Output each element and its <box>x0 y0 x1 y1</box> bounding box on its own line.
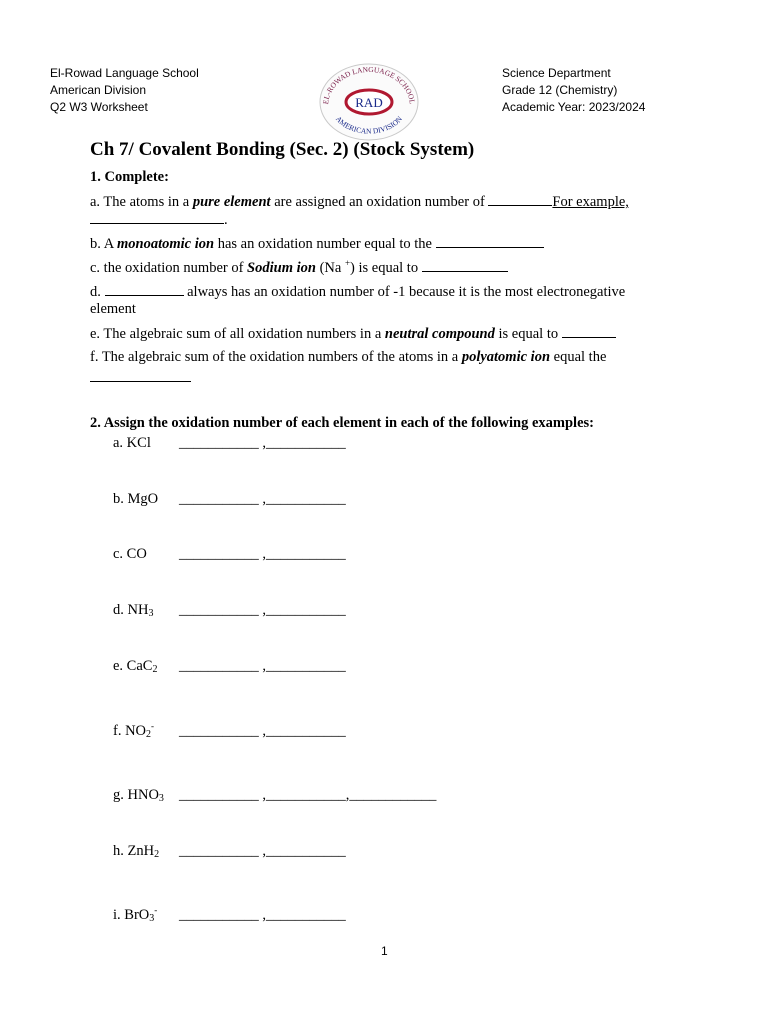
school-name: El-Rowad Language School <box>50 66 199 80</box>
division-name: American Division <box>50 83 147 97</box>
blank-1e[interactable] <box>562 324 616 338</box>
answer-blank-1[interactable]: ___________ <box>179 546 259 562</box>
answer-blank-1[interactable]: ___________ <box>179 658 259 674</box>
section2-heading: 2. Assign the oxidation number of each element in each of the following examples: <box>90 415 594 431</box>
answer-blank-3[interactable]: ____________ <box>349 787 437 803</box>
answer-separator: , <box>258 435 266 451</box>
question-1c: c. the oxidation number of Sodium ion (Na +) is equal to <box>90 258 508 277</box>
answer-blank-1[interactable]: ___________ <box>179 787 259 803</box>
question-1f-blank-line <box>90 368 191 387</box>
example-row <box>113 545 346 563</box>
question-1f: f. The algebraic sum of the oxidation numbers of the atoms in a polyatomic ion equal the <box>90 349 607 365</box>
example-formula: g. $HNO_3$ <box>113 787 164 804</box>
answer-separator: , <box>258 491 266 507</box>
worksheet-name: Q2 W3 Worksheet <box>50 100 148 114</box>
question-1b: b. A monoatomic ion has an oxidation number equal to the <box>90 234 544 253</box>
answer-blank-1[interactable]: ___________ <box>179 907 259 923</box>
answer-blank-2[interactable]: ___________ <box>266 435 346 451</box>
section1-heading: 1. Complete: <box>90 169 169 185</box>
example-formula: c. CO <box>113 546 147 562</box>
question-1d-wrap: element <box>90 301 136 317</box>
answer-separator: , <box>345 787 350 803</box>
example-row <box>113 657 346 675</box>
example-formula: b. MgO <box>113 491 159 507</box>
example-formula: e. CaC$_2$ <box>113 658 158 675</box>
example-formula: d. $NH_3$ <box>113 602 154 619</box>
blank-1d[interactable] <box>105 282 184 296</box>
answer-blank-2[interactable]: ___________ <box>266 546 346 562</box>
answer-separator: , <box>258 907 266 923</box>
header-right <box>502 65 645 116</box>
example-row <box>113 601 346 619</box>
answer-blank-1[interactable]: ___________ <box>179 843 259 859</box>
question-1e: e. The algebraic sum of all oxidation numbers in a neutral compound is equal to <box>90 324 616 343</box>
answer-separator: , <box>258 602 266 618</box>
page-number: 1 <box>381 944 388 958</box>
blank-1b[interactable] <box>436 234 544 248</box>
answer-separator: , <box>258 546 266 562</box>
example-formula: a. KCl <box>113 435 151 451</box>
grade-name: Grade 12 (Chemistry) <box>502 83 618 97</box>
answer-separator: , <box>258 723 266 739</box>
example-formula: i. BrO$_3$- <box>113 905 158 924</box>
department-name: Science Department <box>502 66 611 80</box>
blank-1c[interactable] <box>422 258 508 272</box>
header-left <box>50 65 199 116</box>
example-formula: h. ZnH$_2$ <box>113 843 160 860</box>
question-1a: a. The atoms in a pure element are assigned an oxidation number of For example, <box>90 194 629 210</box>
answer-separator: , <box>258 658 266 674</box>
answer-blank-2[interactable]: ___________ <box>266 723 346 739</box>
answer-blank-1[interactable]: ___________ <box>179 491 259 507</box>
blank-1a[interactable] <box>488 192 552 206</box>
answer-separator: , <box>258 787 266 803</box>
example-row <box>113 786 436 804</box>
example-row <box>113 490 346 508</box>
academic-year: Academic Year: 2023/2024 <box>502 100 646 114</box>
answer-blank-2[interactable]: ___________ <box>266 787 346 803</box>
example-formula: f. $NO_2^-$ <box>113 721 155 740</box>
blank-1f[interactable] <box>90 368 191 382</box>
example-row <box>113 722 346 740</box>
logo-rad: RAD <box>355 95 383 110</box>
answer-blank-2[interactable]: ___________ <box>266 491 346 507</box>
question-1a-cont: . <box>90 210 228 229</box>
example-row <box>113 842 346 860</box>
blank-1a-example[interactable] <box>90 210 224 224</box>
answer-blank-2[interactable]: ___________ <box>266 658 346 674</box>
answer-blank-2[interactable]: ___________ <box>266 602 346 618</box>
example-row <box>113 906 346 924</box>
answer-blank-1[interactable]: ___________ <box>179 602 259 618</box>
logo-top-text: EL-ROWAD LANGUAGE SCHOOL <box>321 64 417 105</box>
logo-bottom-text: AMERICAN DIVISION <box>333 114 405 136</box>
answer-blank-2[interactable]: ___________ <box>266 843 346 859</box>
answer-blank-1[interactable]: ___________ <box>179 723 259 739</box>
question-1d: d. always has an oxidation number of -1 because it is the most electronegative <box>90 284 626 300</box>
answer-blank-2[interactable]: ___________ <box>266 907 346 923</box>
school-logo <box>318 62 420 142</box>
example-row <box>113 434 346 452</box>
answer-blank-1[interactable]: ___________ <box>179 435 259 451</box>
answer-separator: , <box>258 843 266 859</box>
worksheet-title: Ch 7/ Covalent Bonding (Sec. 2) (Stock System) <box>90 139 475 160</box>
